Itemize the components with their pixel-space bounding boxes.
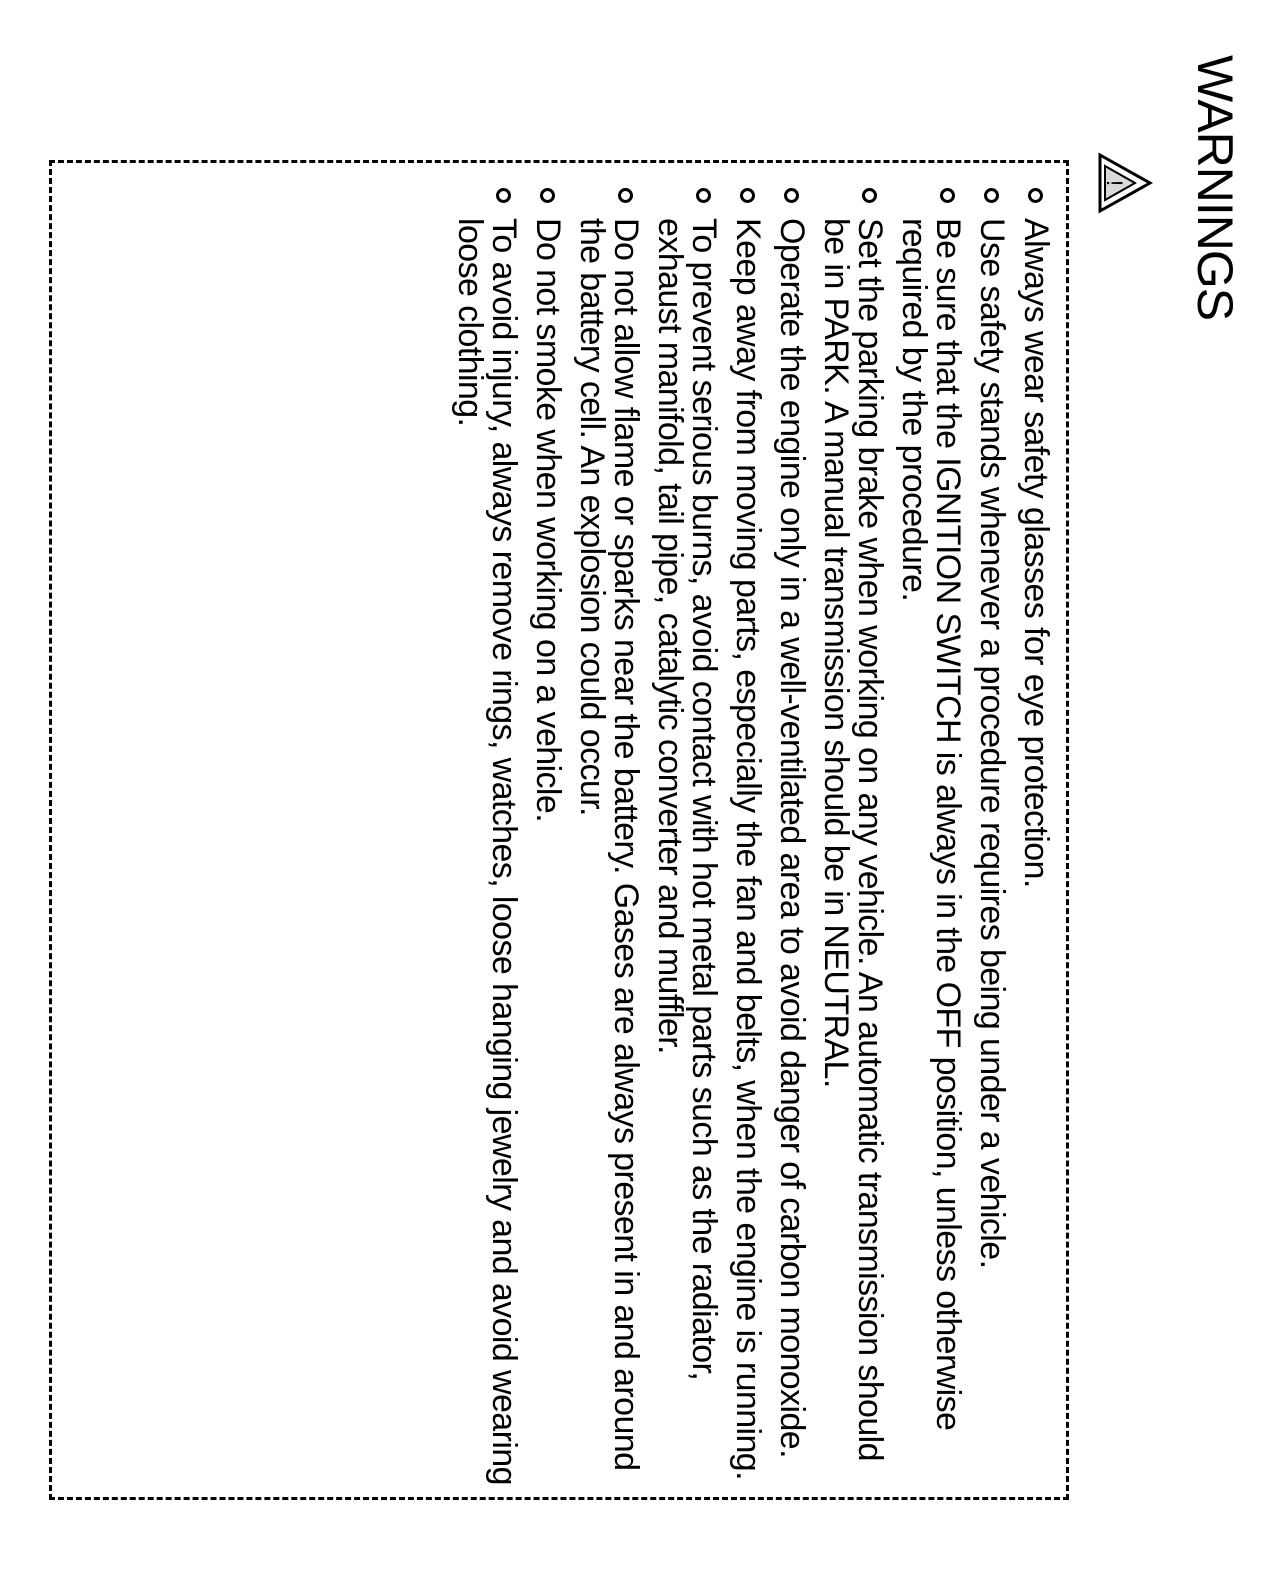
list-item (531, 188, 565, 1498)
bullet-circle-icon (540, 188, 555, 203)
list-item (1019, 188, 1053, 1498)
list-item (975, 188, 1009, 1498)
bullet-circle-icon (784, 188, 799, 203)
list-item-text: To avoid injury, always remove rings, watches, loose hanging jewelry and avoid wearing loose clothing. (451, 218, 523, 1485)
list-item-text: Operate the engine only in a well-ventilated area to avoid danger of carbon monoxide. (773, 218, 811, 1458)
bullet-circle-icon (618, 188, 633, 203)
list-item (453, 188, 521, 1498)
list-item-text: Keep away from moving parts, especially the fan and belts, when the engine is running. (729, 218, 767, 1480)
bullet-circle-icon (984, 188, 999, 203)
list-item (731, 188, 765, 1498)
list-item-text: Set the parking brake when working on any vehicle. An automatic transmission should be in PARK. A manual transmission should be in NEUTRAL. (817, 218, 889, 1461)
list-item-text: Use safety stands whenever a procedure requires being under a vehicle. (973, 218, 1011, 1269)
warnings-list (443, 188, 1053, 1498)
warning-triangle-icon (1097, 152, 1153, 214)
bullet-circle-icon (696, 188, 711, 203)
page-title: WARNINGS (1187, 55, 1243, 321)
list-item (775, 188, 809, 1498)
list-item (653, 188, 721, 1498)
warning-icon-glyph: ! (1102, 179, 1127, 187)
bullet-circle-icon (1028, 188, 1043, 203)
list-item (575, 188, 643, 1498)
list-item-text: Be sure that the IGNITION SWITCH is always in the OFF position, unless otherwise required by the procedure. (895, 218, 967, 1431)
bullet-circle-icon (496, 188, 511, 203)
list-item-text: Do not smoke when working on a vehicle. (529, 218, 567, 823)
list-item-text: Always wear safety glasses for eye protection. (1017, 218, 1055, 888)
bullet-circle-icon (940, 188, 955, 203)
bullet-circle-icon (862, 188, 877, 203)
list-item (819, 188, 887, 1498)
list-item (897, 188, 965, 1498)
list-item-text: Do not allow flame or sparks near the battery. Gases are always present in and around the battery cell. An explosion could occur. (573, 218, 645, 1471)
list-item-text: To prevent serious burns, avoid contact with hot metal parts such as the radiator, exhaust manifold, tail pipe, catalytic converter and muffler. (651, 218, 723, 1381)
bullet-circle-icon (740, 188, 755, 203)
